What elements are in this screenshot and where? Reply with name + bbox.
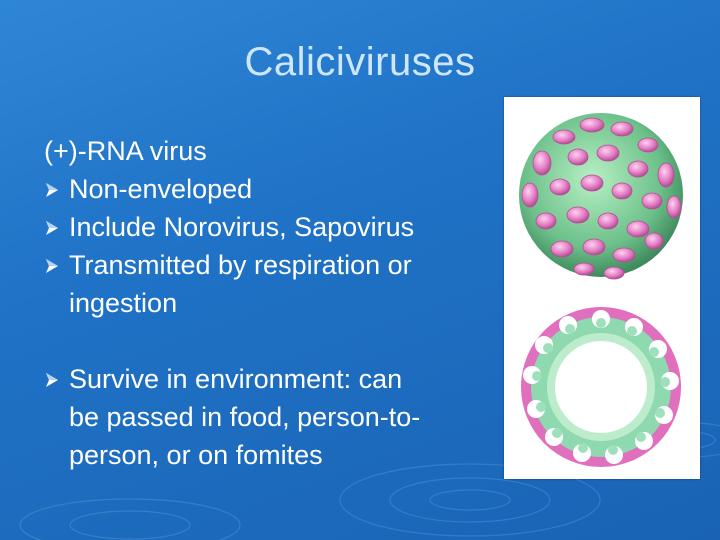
arrow-bullet-icon [44, 208, 69, 246]
bullet-item [44, 208, 504, 246]
calicivirus-image [504, 97, 700, 479]
bullet-text: Survive in environment: can be passed in food, person-to- person, or on fomites [69, 364, 421, 470]
arrow-bullet-icon [44, 246, 69, 284]
bullet-text: Include Norovirus, Sapovirus [69, 212, 415, 242]
slide-title: Caliciviruses [244, 40, 476, 84]
bullet-text: Transmitted by respiration or ingestion [69, 250, 412, 318]
arrow-bullet-icon [44, 360, 69, 398]
arrow-bullet-icon [44, 170, 69, 208]
bullet-item [44, 170, 504, 208]
bullet-item [44, 246, 504, 322]
slide-body [44, 132, 504, 474]
intro-line: (+)-RNA virus [44, 136, 207, 166]
capsid-surface-view [519, 113, 683, 279]
capsid-cross-section-view [521, 307, 681, 467]
spacer [44, 322, 504, 360]
bullet-text: Non-enveloped [69, 174, 253, 204]
bullet-item [44, 360, 504, 474]
